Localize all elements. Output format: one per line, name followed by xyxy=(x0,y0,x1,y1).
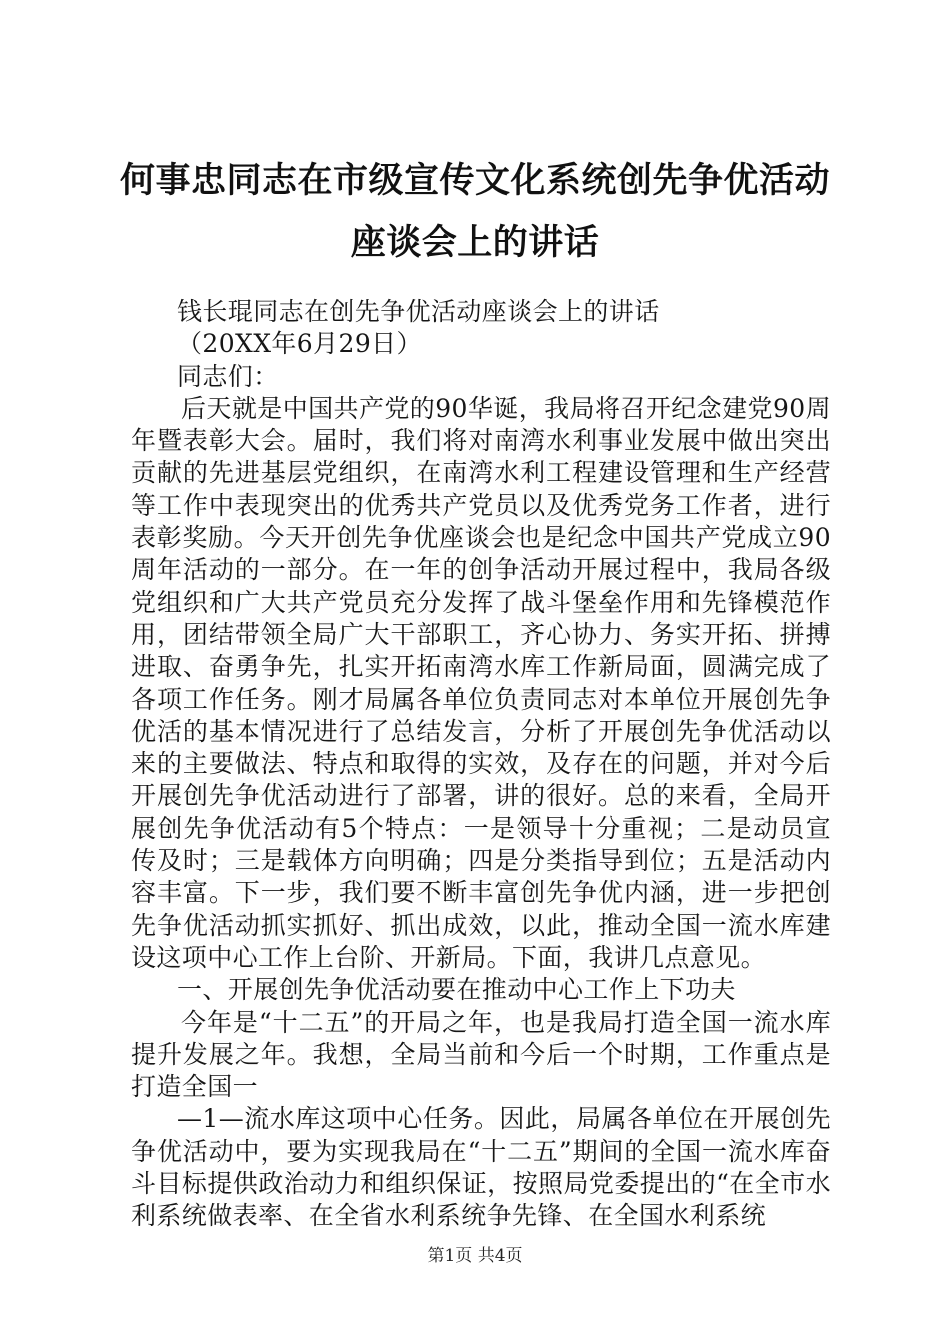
paragraph: —1—流水库这项中心任务。因此，局属各单位在开展创先争优活动中，要为实现我局在“十二五”期间的全国一流水库奋斗目标提供政治动力和组织保证，按照局党委提出的“在全市水利系统做表率、在全省水利系统争先锋、在全国水利系统 xyxy=(131,1104,831,1231)
document-title: 何事忠同志在市级宣传文化系统创先争优活动座谈会上的讲话 xyxy=(120,161,831,263)
salutation: 同志们： xyxy=(177,361,279,391)
paragraph: 今年是“十二五”的开局之年，也是我局打造全国一流水库提升发展之年。我想，全局当前和今后一个时期，工作重点是打造全国一 xyxy=(131,1007,831,1102)
section-heading: 一、开展创先争优活动要在推动中心工作上下功夫 xyxy=(177,975,736,1005)
paragraph: 后天就是中国共产党的90华诞，我局将召开纪念建党90周年暨表彰大会。届时，我们将对南湾水利事业发展中做出突出贡献的先进基层党组织，在南湾水利工程建设管理和生产经营等工作中表现突出的优秀共产党员以及优秀党务工作者，进行表彰奖励。今天开创先争优座谈会也是纪念中国共产党成立90周年活动的一部分。在一年的创争活动开展过程中，我局各级党组织和广大共产党员充分发挥了战斗堡垒作用和先锋模范作用，团结带领全局广大干部职工，齐心协力、务实开拓、拼搏进取、奋勇争先，扎实开拓南湾水库工作新局面，圆满完成了各项工作任务。刚才局属各单位负责同志对本单位开展创先争优活的基本情况进行了总结发言，分析了开展创先争优活动以来的主要做法、特点和取得的实效，及存在的问题，并对今后开展创先争优活动进行了部署，讲的很好。总的来看，全局开展创先争优活动有5个特点：一是领导十分重视；二是动员宣传及时；三是载体方向明确；四是分类指导到位；五是活动内容丰富。下一步，我们要不断丰富创先争优内涵，进一步把创先争优活动抓实抓好、抓出成效，以此，推动全国一流水库建设这项中心工作上台阶、开新局。下面，我讲几点意见。 xyxy=(131,393,831,972)
date-line: （20XX年6月29日） xyxy=(177,329,422,359)
page-footer: 第1页 共4页 xyxy=(427,1246,523,1266)
subtitle-line: 钱长琨同志在创先争优活动座谈会上的讲话 xyxy=(177,297,660,326)
document-body xyxy=(131,296,831,1233)
